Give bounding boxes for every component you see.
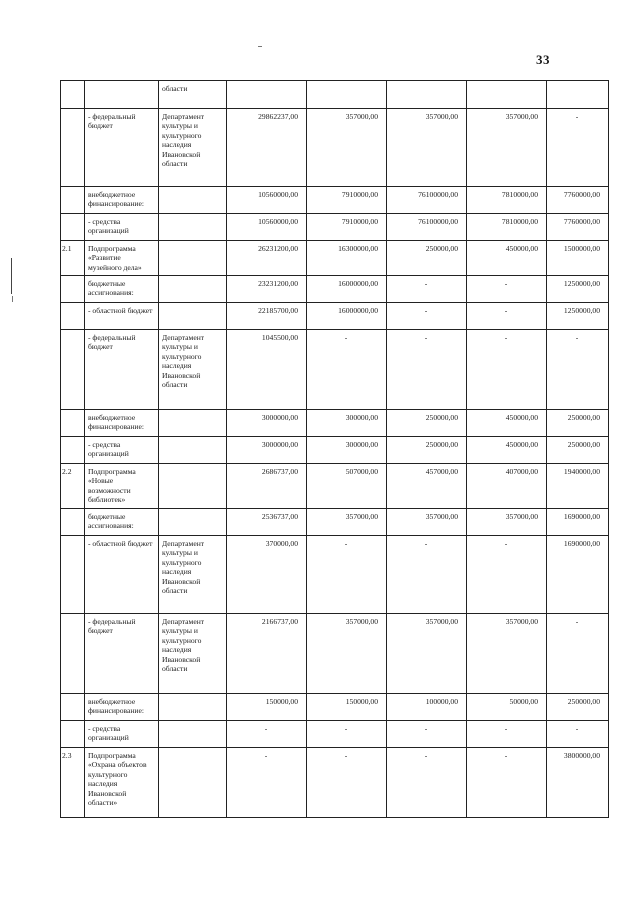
funding-source-cell: - средства организаций <box>85 214 159 241</box>
amount-cell: 7810000,00 <box>467 187 547 214</box>
amount-cell: 1690000,00 <box>547 536 609 614</box>
amount-cell: 507000,00 <box>307 464 387 509</box>
row-index-cell <box>61 330 85 410</box>
funding-source-cell: Подпрограмма «Новые возможности библиотек» <box>85 464 159 509</box>
amount-cell: 16000000,00 <box>307 303 387 330</box>
executor-cell <box>159 410 227 437</box>
amount-cell <box>227 81 307 109</box>
amount-cell: - <box>467 303 547 330</box>
amount-cell: - <box>307 330 387 410</box>
table-row <box>61 276 609 303</box>
margin-line-mark <box>11 258 12 294</box>
amount-cell <box>307 81 387 109</box>
amount-cell: - <box>547 614 609 694</box>
table-row <box>61 464 609 509</box>
amount-cell: 457000,00 <box>387 464 467 509</box>
amount-cell: 10560000,00 <box>227 214 307 241</box>
amount-cell: 250000,00 <box>387 241 467 276</box>
amount-cell: - <box>387 276 467 303</box>
executor-cell <box>159 187 227 214</box>
executor-cell <box>159 509 227 536</box>
funding-source-cell: - федеральный бюджет <box>85 330 159 410</box>
table-row <box>61 437 609 464</box>
table-row <box>61 330 609 410</box>
funding-source-cell: Подпрограмма «Охрана объектов культурного наследия Ивановской области» <box>85 748 159 818</box>
margin-line-mark <box>12 296 13 302</box>
amount-cell: - <box>467 721 547 748</box>
amount-cell: 1940000,00 <box>547 464 609 509</box>
amount-cell: 300000,00 <box>307 410 387 437</box>
amount-cell: 450000,00 <box>467 437 547 464</box>
amount-cell: 1250000,00 <box>547 276 609 303</box>
amount-cell: 357000,00 <box>467 109 547 187</box>
table-row <box>61 241 609 276</box>
row-index-cell <box>61 410 85 437</box>
amount-cell: 1500000,00 <box>547 241 609 276</box>
executor-cell: Департамент культуры и культурного наследия Ивановской области <box>159 330 227 410</box>
amount-cell: 357000,00 <box>467 614 547 694</box>
amount-cell: 29862237,00 <box>227 109 307 187</box>
amount-cell: 1045500,00 <box>227 330 307 410</box>
amount-cell: 16300000,00 <box>307 241 387 276</box>
executor-cell: Департамент культуры и культурного наследия Ивановской области <box>159 614 227 694</box>
amount-cell: 3800000,00 <box>547 748 609 818</box>
row-index-cell <box>61 214 85 241</box>
row-index-cell <box>61 276 85 303</box>
executor-cell <box>159 276 227 303</box>
amount-cell: 2686737,00 <box>227 464 307 509</box>
amount-cell: 76100000,00 <box>387 187 467 214</box>
executor-cell: области <box>159 81 227 109</box>
amount-cell: 23231200,00 <box>227 276 307 303</box>
funding-source-cell: бюджетные ассигнования: <box>85 276 159 303</box>
table-row <box>61 694 609 721</box>
amount-cell: 300000,00 <box>307 437 387 464</box>
amount-cell: 7910000,00 <box>307 214 387 241</box>
amount-cell: 16000000,00 <box>307 276 387 303</box>
table-row <box>61 81 609 109</box>
amount-cell: - <box>547 721 609 748</box>
funding-source-cell: внебюджетное финансирование: <box>85 694 159 721</box>
amount-cell: - <box>547 330 609 410</box>
amount-cell: - <box>467 536 547 614</box>
amount-cell: 3000000,00 <box>227 410 307 437</box>
budget-table <box>60 80 609 818</box>
amount-cell: 250000,00 <box>547 694 609 721</box>
table-row <box>61 303 609 330</box>
amount-cell: - <box>227 748 307 818</box>
row-index-cell: 2.2 <box>61 464 85 509</box>
executor-cell <box>159 464 227 509</box>
amount-cell: 250000,00 <box>547 437 609 464</box>
table-row <box>61 614 609 694</box>
amount-cell: 7760000,00 <box>547 214 609 241</box>
amount-cell: - <box>227 721 307 748</box>
amount-cell: 357000,00 <box>387 509 467 536</box>
amount-cell: 26231200,00 <box>227 241 307 276</box>
amount-cell: 250000,00 <box>387 437 467 464</box>
funding-source-cell: - областной бюджет <box>85 536 159 614</box>
amount-cell: 357000,00 <box>387 109 467 187</box>
table-row <box>61 536 609 614</box>
amount-cell <box>387 81 467 109</box>
amount-cell: 250000,00 <box>387 410 467 437</box>
row-index-cell <box>61 721 85 748</box>
amount-cell: - <box>467 748 547 818</box>
executor-cell <box>159 437 227 464</box>
amount-cell: 150000,00 <box>227 694 307 721</box>
executor-cell <box>159 694 227 721</box>
funding-source-cell <box>85 81 159 109</box>
scan-speck <box>258 46 262 47</box>
executor-cell <box>159 214 227 241</box>
funding-source-cell: Подпрограмма «Развитие музейного дела» <box>85 241 159 276</box>
table-body <box>61 81 609 818</box>
amount-cell: 76100000,00 <box>387 214 467 241</box>
amount-cell: 7910000,00 <box>307 187 387 214</box>
row-index-cell <box>61 303 85 330</box>
funding-source-cell: внебюджетное финансирование: <box>85 187 159 214</box>
funding-source-cell: внебюджетное финансирование: <box>85 410 159 437</box>
amount-cell: 357000,00 <box>467 509 547 536</box>
amount-cell: 407000,00 <box>467 464 547 509</box>
amount-cell: 100000,00 <box>387 694 467 721</box>
amount-cell: 357000,00 <box>307 614 387 694</box>
amount-cell: - <box>387 721 467 748</box>
row-index-cell: 2.1 <box>61 241 85 276</box>
amount-cell: 2166737,00 <box>227 614 307 694</box>
amount-cell <box>547 81 609 109</box>
table-row <box>61 109 609 187</box>
funding-source-cell: - областной бюджет <box>85 303 159 330</box>
amount-cell: - <box>307 721 387 748</box>
executor-cell: Департамент культуры и культурного наследия Ивановской области <box>159 109 227 187</box>
amount-cell: 450000,00 <box>467 410 547 437</box>
row-index-cell <box>61 614 85 694</box>
row-index-cell <box>61 536 85 614</box>
amount-cell: 357000,00 <box>387 614 467 694</box>
executor-cell <box>159 303 227 330</box>
row-index-cell <box>61 81 85 109</box>
funding-source-cell: - средства организаций <box>85 721 159 748</box>
amount-cell: 1690000,00 <box>547 509 609 536</box>
amount-cell: - <box>307 536 387 614</box>
amount-cell: 450000,00 <box>467 241 547 276</box>
amount-cell: 357000,00 <box>307 109 387 187</box>
amount-cell: 2536737,00 <box>227 509 307 536</box>
amount-cell: 357000,00 <box>307 509 387 536</box>
row-index-cell <box>61 187 85 214</box>
row-index-cell: 2.3 <box>61 748 85 818</box>
row-index-cell <box>61 437 85 464</box>
amount-cell: - <box>387 748 467 818</box>
funding-source-cell: - федеральный бюджет <box>85 614 159 694</box>
amount-cell: - <box>547 109 609 187</box>
executor-cell <box>159 748 227 818</box>
amount-cell: 7810000,00 <box>467 214 547 241</box>
table-row <box>61 748 609 818</box>
table-row <box>61 410 609 437</box>
amount-cell: - <box>467 330 547 410</box>
executor-cell: Департамент культуры и культурного наследия Ивановской области <box>159 536 227 614</box>
amount-cell: - <box>387 536 467 614</box>
funding-source-cell: - средства организаций <box>85 437 159 464</box>
funding-source-cell: бюджетные ассигнования: <box>85 509 159 536</box>
amount-cell: - <box>307 748 387 818</box>
funding-source-cell: - федеральный бюджет <box>85 109 159 187</box>
executor-cell <box>159 721 227 748</box>
amount-cell <box>467 81 547 109</box>
amount-cell: 22185700,00 <box>227 303 307 330</box>
row-index-cell <box>61 509 85 536</box>
amount-cell: 10560000,00 <box>227 187 307 214</box>
table-row <box>61 509 609 536</box>
table-row <box>61 214 609 241</box>
table-row <box>61 187 609 214</box>
amount-cell: 250000,00 <box>547 410 609 437</box>
executor-cell <box>159 241 227 276</box>
amount-cell: 1250000,00 <box>547 303 609 330</box>
row-index-cell <box>61 109 85 187</box>
amount-cell: 50000,00 <box>467 694 547 721</box>
amount-cell: 7760000,00 <box>547 187 609 214</box>
table-row <box>61 721 609 748</box>
page-number: 33 <box>536 52 550 67</box>
amount-cell: 370000,00 <box>227 536 307 614</box>
amount-cell: 3000000,00 <box>227 437 307 464</box>
row-index-cell <box>61 694 85 721</box>
amount-cell: - <box>387 330 467 410</box>
amount-cell: - <box>387 303 467 330</box>
amount-cell: - <box>467 276 547 303</box>
amount-cell: 150000,00 <box>307 694 387 721</box>
